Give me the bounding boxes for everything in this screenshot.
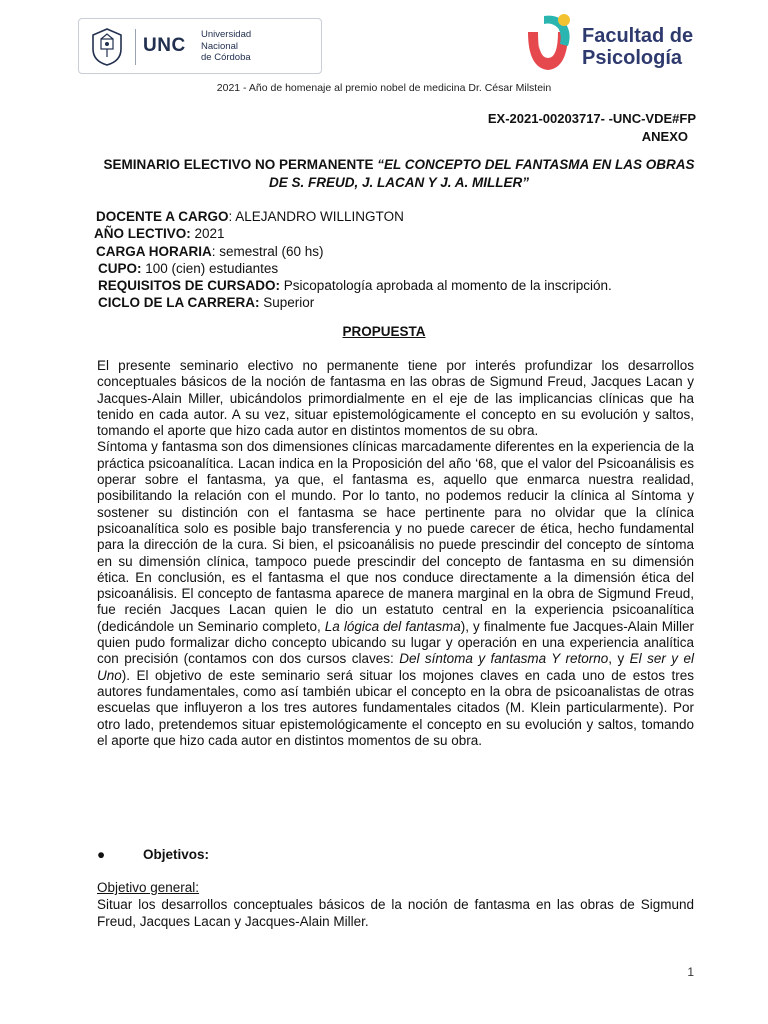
detail-ano-lectivo: AÑO LECTIVO: 2021: [94, 226, 225, 242]
unc-logo: [78, 18, 322, 74]
facultad-psicologia-logo-icon: [518, 10, 578, 76]
seminar-title: SEMINARIO ELECTIVO NO PERMANENTE “EL CONCEPTO DEL FANTASMA EN LAS OBRAS DE S. FREUD, J. LACAN Y J. A. MILLER”: [103, 157, 695, 190]
bullet-icon: ●: [97, 847, 106, 862]
section-title-propuesta: PROPUESTA: [342, 324, 426, 339]
seminar-details: [94, 208, 704, 312]
detail-carga-horaria: CARGA HORARIA: semestral (60 hs): [96, 243, 324, 259]
general-objective-heading: Objetivo general:: [97, 880, 200, 895]
expediente-number: EX-2021-00203717- -UNC-VDE#FP: [487, 111, 696, 126]
propuesta-body: [97, 358, 694, 749]
unc-divider: [135, 29, 136, 65]
detail-ciclo: CICLO DE LA CARRERA: Superior: [98, 295, 315, 311]
page-number: 1: [687, 965, 694, 979]
anexo-label: ANEXO: [641, 129, 688, 144]
detail-cupo: CUPO: 100 (cien) estudiantes: [98, 260, 279, 276]
unc-seal-icon: [89, 27, 125, 67]
expediente-block: [488, 110, 696, 146]
paragraph-1: El presente seminario electivo no permanente tiene por interés profundizar los desarrollos conceptuales básicos de la noción de fantasma en las obras de Sigmund Freud, Jacques Lacan y Jacques-Alain Miller, ubicándolos primordialmente en el eje de las implicancias clínicas que ha tenido en cada autor. A su vez, situar epistemológicamente el concepto en su evolución y saltos, tomando el aporte que hizo cada autor en distintos momentos de su obra.: [97, 358, 694, 439]
detail-requisitos: REQUISITOS DE CURSADO: Psicopatología aprobada al momento de la inscripción.: [98, 278, 612, 294]
unc-abbreviation: UNC: [143, 35, 186, 56]
facultad-psicologia-name: Facultad de Psicología: [582, 25, 694, 69]
homage-tagline: 2021 - Año de homenaje al premio nobel de medicina Dr. César Milstein: [216, 82, 552, 94]
paragraph-2: Síntoma y fantasma son dos dimensiones clínicas marcadamente diferentes en la experiencia de la práctica psicoanalítica. Lacan indica en la Proposición del año ‘68, que el valor del Psicoanálisis es operar sobre el fantasma, ya que, el fantasma es, aquello que enmarca nuestra realidad, posibilitando la relación con el mundo. Por lo tanto, no podemos reducir la clínica al Síntoma y sostener su distinción con el fantasma se hace pertinente para no olvidar que la clínica psicoanalítica solo es posible bajo transferencia y no puede carecer de ética, hecho fundamental para la dirección de la cura. Si bien, el psicoanálisis no puede prescindir del concepto de síntoma en su dimensión clínica, tampoco puede prescindir del concepto de fantasma en su dimensión ética. En conclusión, es el fantasma el que nos conduce directamente a la dimensión ética del psicoanálisis. El concepto de fantasma aparece de manera marginal en la obra de Sigmund Freud, fue recién Jacques Lacan quien le dio un estatuto central en la experiencia psicoanalítica (dedicándole un Seminario completo, La lógica del fantasma), y finalmente fue Jacques-Alain Miller quien pudo formalizar dicho concepto ubicando su lugar y operación en una experiencia analítica con precisión (contamos con dos cursos claves: Del síntoma y fantasma Y retorno, y El ser y el Uno). El objetivo de este seminario será situar los mojones claves en cada uno de estos tres autores fundamentales, como así también ubicar el concepto en la obra de psicoanalistas de otras escuelas que influyeron a los tres autores fundamentales citados (M. Klein particularmente). Por otro lado, pretendemos situar epistemológicamente el concepto en su evolución y saltos, tomando el aporte que hizo cada autor en distintos momentos de su obra.: [97, 439, 694, 748]
detail-docente: DOCENTE A CARGO: ALEJANDRO WILLINGTON: [96, 209, 404, 224]
objectives-heading: ● Objetivos:: [97, 847, 210, 862]
unc-full-name: Universidad Nacional de Córdoba: [201, 29, 252, 63]
general-objective-text: Situar los desarrollos conceptuales básicos de la noción de fantasma en las obras de Sigmund Freud, Jacques Lacan y Jacques-Alain Miller.: [97, 897, 694, 929]
